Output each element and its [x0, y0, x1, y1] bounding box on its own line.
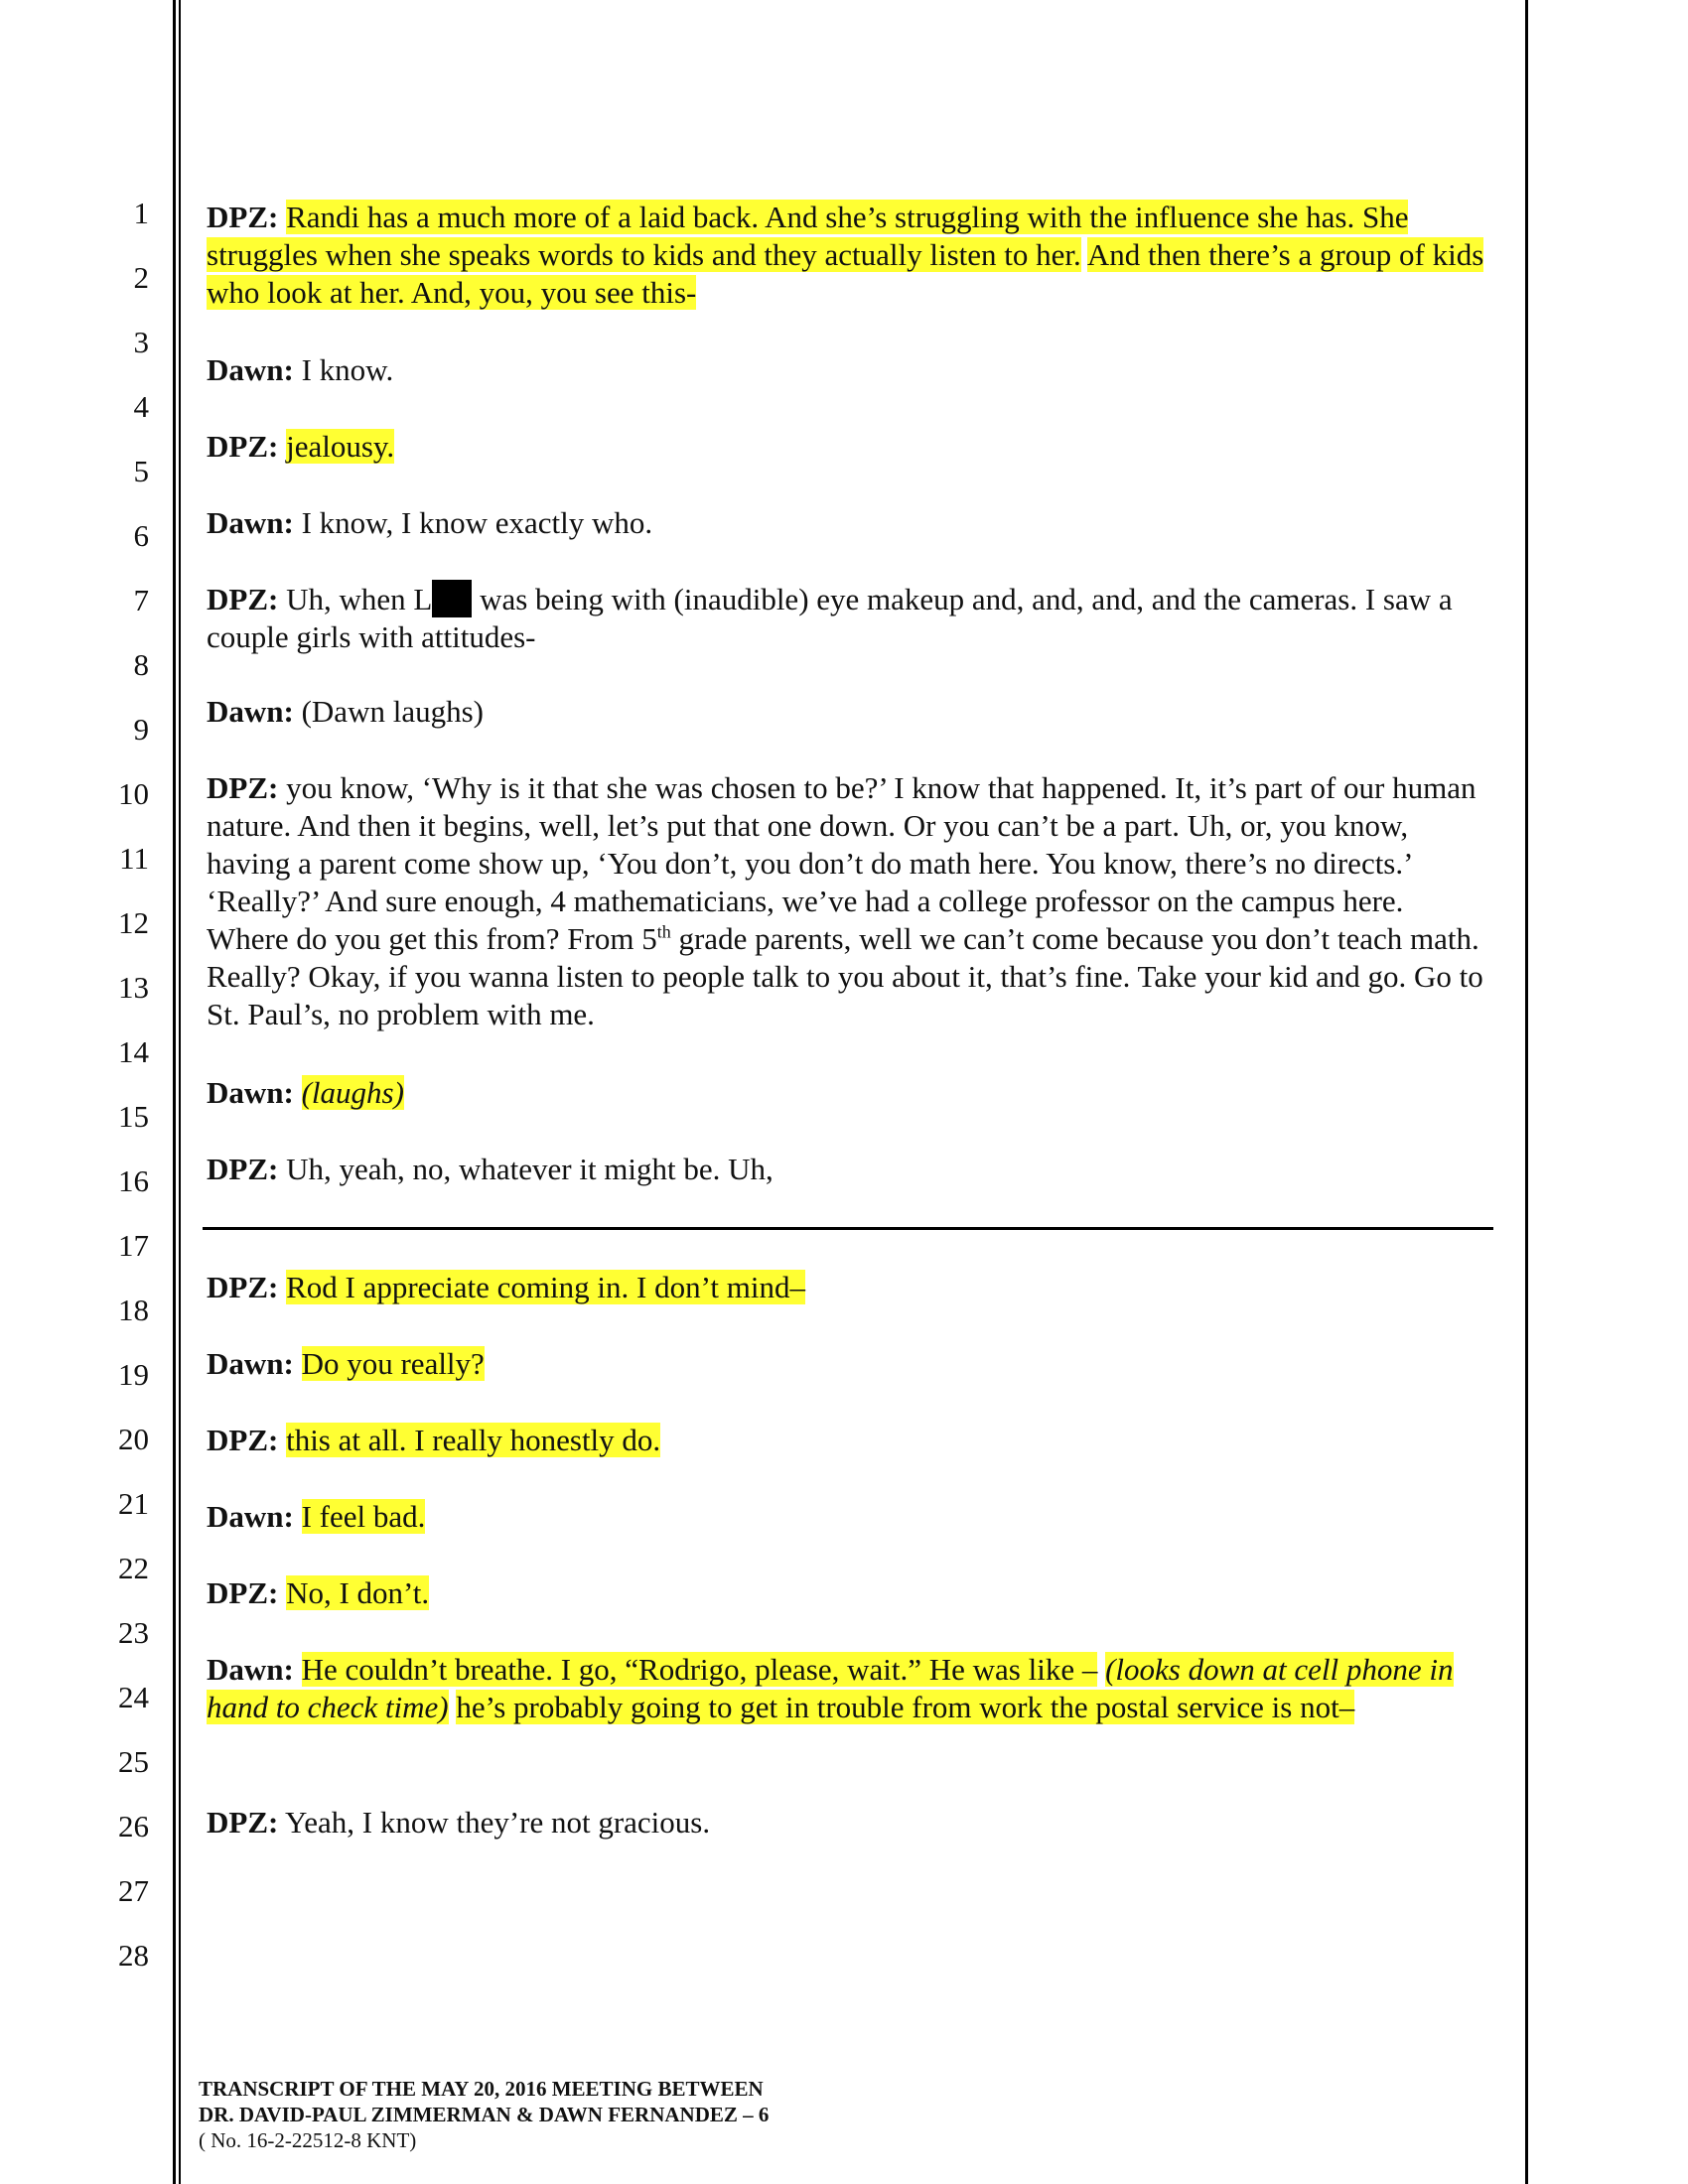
speaker-label: DPZ:: [207, 582, 279, 616]
transcript-entry: [207, 1804, 1487, 1842]
footer-title: TRANSCRIPT OF THE MAY 20, 2016 MEETING BETWEEN: [199, 2077, 764, 2101]
line-number: 17: [118, 1228, 149, 1263]
speaker-label: Dawn:: [207, 505, 294, 540]
line-number: 5: [133, 454, 149, 488]
speaker-label: DPZ:: [207, 429, 279, 464]
utterance-text: I know.: [301, 352, 394, 387]
highlighted-text: No, I don’t.: [286, 1575, 430, 1610]
transcript-entry: [207, 1074, 1487, 1112]
transcript-entry: [207, 1422, 1487, 1459]
section-divider: [203, 1227, 1493, 1230]
line-number: 9: [133, 712, 149, 747]
highlighted-text: (laughs): [301, 1075, 404, 1110]
speaker-label: Dawn:: [207, 1346, 294, 1381]
speaker-label: DPZ:: [207, 1805, 279, 1840]
redaction-block: [432, 580, 472, 617]
line-number: 13: [118, 970, 149, 1005]
speaker-label: DPZ:: [207, 770, 279, 805]
transcript-entry: [207, 428, 1487, 466]
line-number: 1: [133, 196, 149, 230]
line-number: 24: [118, 1680, 149, 1714]
speaker-label: Dawn:: [207, 694, 294, 729]
line-number: 19: [118, 1357, 149, 1392]
utterance-text: Yeah, I know they’re not gracious.: [284, 1805, 711, 1840]
highlighted-text: And then there’s a group of kids who look at her. And, you, you see this-: [207, 237, 1484, 310]
speaker-label: DPZ:: [207, 1152, 279, 1186]
highlighted-text: this at all. I really honestly do.: [286, 1423, 661, 1457]
footer-case-number: ( No. 16-2-22512-8 KNT): [199, 2128, 417, 2152]
page-footer: [199, 2076, 1092, 2153]
speaker-label: Dawn:: [207, 352, 294, 387]
utterance-text: I know, I know exactly who.: [301, 505, 653, 540]
footer-parties: DR. DAVID-PAUL ZIMMERMAN & DAWN FERNANDEZ – 6: [199, 2103, 770, 2126]
left-margin-rule: [173, 0, 176, 2184]
line-number: 26: [118, 1809, 149, 1843]
line-number: 3: [133, 325, 149, 359]
speaker-label: DPZ:: [207, 1423, 279, 1457]
transcript-entry: [207, 580, 1487, 656]
line-number: 22: [118, 1551, 149, 1585]
line-number: 20: [118, 1422, 149, 1456]
line-number: 21: [118, 1486, 149, 1521]
highlighted-text: He couldn’t breathe. I go, “Rodrigo, please, wait.” He was like –: [301, 1652, 1098, 1687]
highlighted-text: I feel bad.: [301, 1499, 426, 1534]
line-number: 2: [133, 260, 149, 295]
line-number: 28: [118, 1938, 149, 1973]
utterance-text: you know, ‘Why is it that she was chosen to be?’ I know that happened. It, it’s part of our human nature. And then it begins, well, let’s put that one down. Or you can’t be a part. Uh, or, you know, having a parent come show up, ‘You don’t, you don’t do math here. You know, there’s no directs.’ ‘Really?’ And sure enough, 4 mathematicians, we’ve had a college professor on the campus here. Where do you get this from? From 5: [207, 770, 1477, 956]
transcript-entry: [207, 1151, 1487, 1188]
highlighted-text: Do you really?: [301, 1346, 485, 1381]
line-number: 8: [133, 647, 149, 682]
transcript-entry: [207, 351, 1487, 389]
highlighted-text: he’s probably going to get in trouble from work the postal service is not–: [456, 1690, 1355, 1724]
utterance-text: grade parents, well we can’t come because you don’t teach math. Really? Okay, if you wanna listen to people talk to you about it, that’s fine. Take your kid and go. Go to St. Paul’s, no problem with me.: [207, 921, 1483, 1031]
transcript-entry: [207, 769, 1487, 1033]
highlighted-text: jealousy.: [286, 429, 395, 464]
highlighted-text: Randi has a much more of a laid back. And she’s struggling with the influence she has. She struggles when she speaks words to kids and they actually listen to her.: [207, 200, 1409, 272]
line-number: 14: [118, 1034, 149, 1069]
utterance-text: Uh, when L: [286, 582, 433, 616]
transcript-entry: [207, 693, 1487, 731]
utterance-text: Uh, yeah, no, whatever it might be. Uh,: [286, 1152, 774, 1186]
utterance-text: was being with (inaudible) eye makeup and, and, and, and the cameras. I saw a couple girls with attitudes-: [207, 582, 1453, 654]
transcript-entry: [207, 1651, 1487, 1726]
line-number: 10: [118, 776, 149, 811]
speaker-label: DPZ:: [207, 1575, 279, 1610]
transcript-entry: [207, 504, 1487, 542]
left-margin-rule-inner: [179, 0, 181, 2184]
speaker-label: DPZ:: [207, 1270, 279, 1304]
transcript-entry: [207, 1498, 1487, 1536]
transcript-entry: [207, 1574, 1487, 1612]
highlighted-text: Rod I appreciate coming in. I don’t mind–: [286, 1270, 805, 1304]
line-number: 16: [118, 1163, 149, 1198]
line-number: 18: [118, 1293, 149, 1327]
right-margin-rule: [1525, 0, 1528, 2184]
speaker-label: Dawn:: [207, 1075, 294, 1110]
speaker-label: DPZ:: [207, 200, 279, 234]
speaker-label: Dawn:: [207, 1499, 294, 1534]
line-number: 7: [133, 583, 149, 617]
line-number: 6: [133, 518, 149, 553]
transcript-entry: [207, 199, 1487, 312]
utterance-text: (Dawn laughs): [301, 694, 484, 729]
transcript-entry: [207, 1345, 1487, 1383]
line-number: 23: [118, 1615, 149, 1650]
speaker-label: Dawn:: [207, 1652, 294, 1687]
superscript-ordinal: th: [656, 921, 671, 942]
line-number: 4: [133, 389, 149, 424]
line-number: 12: [118, 905, 149, 940]
line-number: 11: [119, 841, 149, 876]
transcript-entry: [207, 1269, 1487, 1306]
line-number: 15: [118, 1099, 149, 1134]
line-number: 27: [118, 1873, 149, 1908]
stage-direction: (looks down at cell phone in hand to check time): [207, 1652, 1454, 1724]
line-number: 25: [118, 1744, 149, 1779]
